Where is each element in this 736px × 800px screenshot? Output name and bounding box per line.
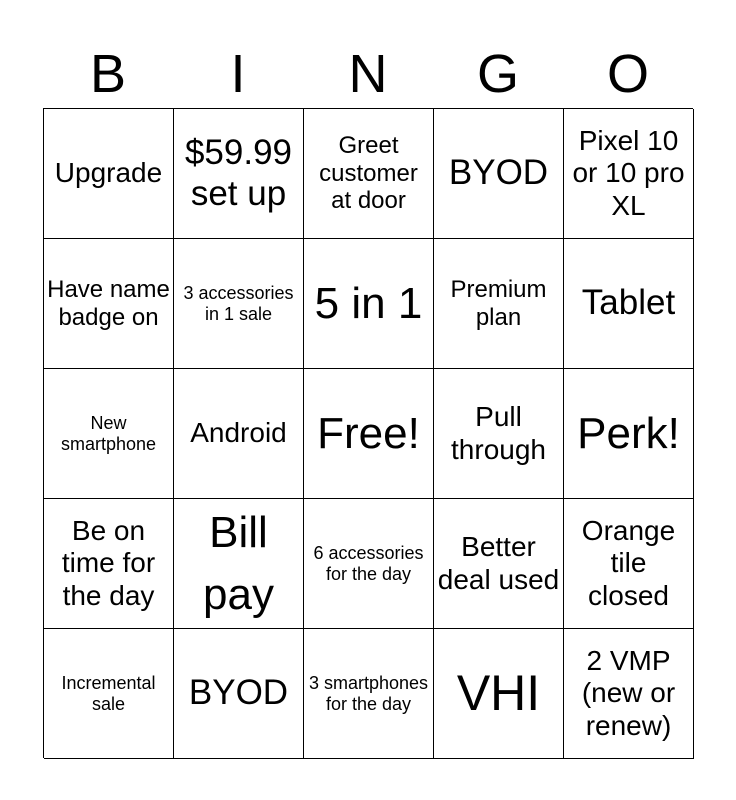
bingo-cell-r3-c4[interactable]: Pull through [434, 369, 564, 499]
bingo-cell-r1-c1[interactable]: Upgrade [44, 109, 174, 239]
bingo-cell-r1-c3[interactable]: Greet customer at door [304, 109, 434, 239]
bingo-cell-r1-c4[interactable]: BYOD [434, 109, 564, 239]
bingo-board [43, 108, 693, 758]
header-letter-o: O [606, 44, 649, 104]
header-letter-n: N [348, 44, 388, 104]
bingo-cell-r4-c2[interactable]: Bill pay [174, 499, 304, 629]
bingo-cell-r3-c2[interactable]: Android [174, 369, 304, 499]
header-letter-g: G [476, 44, 519, 104]
bingo-cell-r5-c2[interactable]: BYOD [174, 629, 304, 759]
bingo-cell-r3-c1[interactable]: New smartphone [44, 369, 174, 499]
bingo-cell-r1-c5[interactable]: Pixel 10 or 10 pro XL [564, 109, 694, 239]
bingo-header [43, 44, 693, 104]
bingo-cell-r5-c4[interactable]: VHI [434, 629, 564, 759]
bingo-cell-r2-c1[interactable]: Have name badge on [44, 239, 174, 369]
bingo-cell-r2-c4[interactable]: Premium plan [434, 239, 564, 369]
bingo-cell-r2-c5[interactable]: Tablet [564, 239, 694, 369]
bingo-cell-r5-c1[interactable]: Incremental sale [44, 629, 174, 759]
bingo-cell-r4-c1[interactable]: Be on time for the day [44, 499, 174, 629]
bingo-cell-r4-c3[interactable]: 6 accessories for the day [304, 499, 434, 629]
bingo-cell-r2-c2[interactable]: 3 accessories in 1 sale [174, 239, 304, 369]
bingo-cell-r3-c3[interactable]: Free! [304, 369, 434, 499]
bingo-cell-r4-c4[interactable]: Better deal used [434, 499, 564, 629]
header-letter-i: I [230, 44, 246, 104]
bingo-cell-r2-c3[interactable]: 5 in 1 [304, 239, 434, 369]
bingo-cell-r4-c5[interactable]: Orange tile closed [564, 499, 694, 629]
bingo-cell-r5-c3[interactable]: 3 smartphones for the day [304, 629, 434, 759]
bingo-cell-r3-c5[interactable]: Perk! [564, 369, 694, 499]
header-letter-b: B [89, 44, 127, 104]
bingo-cell-r5-c5[interactable]: 2 VMP (new or renew) [564, 629, 694, 759]
bingo-cell-r1-c2[interactable]: $59.99 set up [174, 109, 304, 239]
